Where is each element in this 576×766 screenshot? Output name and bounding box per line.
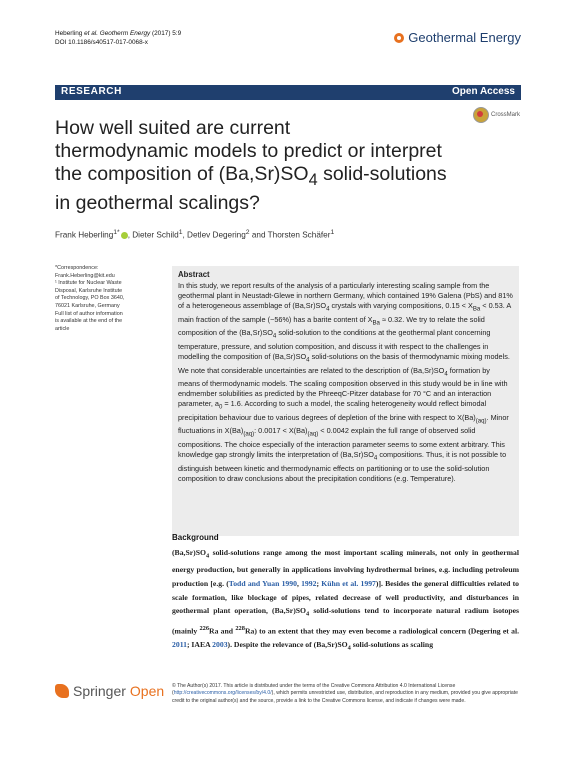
citation-link[interactable]: 1992 xyxy=(301,578,317,588)
citation-link[interactable]: Kühn et al. 1997 xyxy=(321,578,376,588)
author-list xyxy=(55,229,334,240)
affiliation-sup: 1 xyxy=(330,229,335,236)
publisher-name: Springer xyxy=(73,683,126,699)
citation-link[interactable]: 2011 xyxy=(172,639,187,649)
gear-logo-icon xyxy=(394,33,404,43)
journal-name: Geothermal Energy xyxy=(408,30,521,45)
title-line: the composition of (Ba,Sr)SO xyxy=(55,163,309,185)
citation-journal: et al. Geotherm Energy xyxy=(84,30,151,37)
crossmark-icon xyxy=(473,107,489,123)
sidebar-line: 76021 Karlsruhe, Germany xyxy=(55,302,120,309)
citation-link[interactable]: Todd and Yuan 1990 xyxy=(228,578,297,588)
citation-block xyxy=(55,29,181,47)
article-title xyxy=(55,117,465,215)
open-access-label: Open Access xyxy=(452,86,515,97)
author-name[interactable]: Frank Heberling xyxy=(55,230,114,240)
sidebar-line: article xyxy=(55,325,70,332)
doi: DOI 10.1186/s40517-017-0068-x xyxy=(55,39,148,46)
springer-open-logo[interactable] xyxy=(55,683,164,699)
title-line: How well suited are current xyxy=(55,117,291,139)
journal-logo[interactable] xyxy=(394,30,521,45)
crossmark-label: CrossMark xyxy=(491,112,521,118)
citation-year: (2017) 5:9 xyxy=(150,30,182,37)
affiliation-sup: 2 xyxy=(245,229,250,236)
background-heading: Background xyxy=(172,533,219,542)
section-bar xyxy=(55,85,521,100)
sidebar-line: is available at the end of the xyxy=(55,318,123,325)
orcid-icon[interactable] xyxy=(121,232,128,239)
author-name[interactable]: , Detlev Degering xyxy=(182,230,246,240)
sidebar-line: Full list of author information xyxy=(55,310,123,317)
author-name[interactable]: , Dieter Schild xyxy=(127,230,179,240)
springer-horse-icon xyxy=(55,684,69,698)
correspondence-email[interactable]: Frank.Heberling@kit.edu xyxy=(55,272,115,279)
abstract-text: In this study, we report results of the analysis of a particularly interesting scaling sample from the geothermal plant in Neustadt-Glewe in northern Germany, which contained 19% Galena (PbS) and 81% of a heterogeneous assemblage of $(Ba,Sr)SO_4$ crystals with varying compositions, $0.15 < X_{Ba} < 0.53$. A main fraction of the sample (~56%) has a barite content of $X_{Ba} \approx 0.32$. We try to relate the solid composition of the $(Ba,Sr)SO_4$ solid-solution to the conditions at the geothermal plant concerning temperature, pressure, and solution composition, and discuss it with respect to the challenges in modelling the composition of $(Ba,Sr)SO_4$ solid-solutions on the basis of thermodynamic mixing models. We note that considerable uncertainties are related to the description of $(Ba,Sr)SO_4$ formation by means of thermodynamic models. The scaling composition observed in this study would be in line with endmember solubilities as predicted by the PhreeqC-Pitzer database for 70 °C and an interaction parameter, $a_0 = 1.6$. According to such a model, the scaling heterogeneity would reflect bimodal precipitation behaviour due to various degrees of depletion of the brine with respect to $X(Ba)_{(aq)}$. Minor fluctuations in $X(Ba)_{(aq)}$: $0.0017 < X(Ba)_{(aq)} < 0.0042$ explain the full range of observed solid compositions. The choice especially of the interaction parameter seems to some extent arbitrary. This knowledge gap strongly limits the interpretation of $(Ba,Sr)SO_4$ compositions. Thus, it is not possible to distinguish between kinetic and thermodynamic effects on partitioning or to use the solid-solution composition to draw conclusions about the precipitation conditions (e.g. Temperature). xyxy=(178,281,513,483)
license-link[interactable]: http://creativecommons.org/licenses/by/4.0/ xyxy=(173,690,272,697)
abstract-heading: Abstract xyxy=(178,270,210,279)
title-subscript: 4 xyxy=(308,170,318,189)
title-line: solid-solutions xyxy=(317,163,447,185)
title-line: in geothermal scalings? xyxy=(55,191,260,214)
sidebar-line: ¹ Institute for Nuclear Waste xyxy=(55,280,122,287)
citation-link[interactable]: 2003 xyxy=(212,639,228,649)
citation-authors: Heberling xyxy=(55,30,85,37)
correspondence-sidebar xyxy=(55,265,150,333)
sidebar-line: of Technology, PO Box 3640, xyxy=(55,295,125,302)
affiliation-sup: 1* xyxy=(113,229,120,236)
author-name[interactable]: and Thorsten Schäfer xyxy=(249,230,331,240)
affiliation-sup: 1 xyxy=(178,229,183,236)
crossmark-button[interactable] xyxy=(473,107,520,123)
abstract-box xyxy=(172,266,519,536)
sidebar-line: Disposal, Karlsruhe Institute xyxy=(55,287,123,294)
section-label: RESEARCH xyxy=(61,86,122,97)
license-text: © The Author(s) 2017. This article is distributed under the terms of the Creative Commons Attribution 4.0 International License (http://creativecommons.org/licenses/by/4.0/), which permits unrestricted use, distribution, and reproduction in any medium, provided you give appropriate credit to the original author(s) and the source, provide a link to the Creative Commons license, and indicate if changes were made. xyxy=(172,683,518,704)
publisher-open: Open xyxy=(129,683,165,699)
background-paragraph: $(Ba,Sr)SO_4$ solid-solutions range among the most important scaling minerals, not only in geothermal energy production, but generally in applications involving hydrothermal brines, e.g. including petroleum production [e.g. (Todd and Yuan 1990, 1992; Kühn et al. 1997)]. Besides the general difficulties related to scale formation, like blockage of pipes, related decrease of well productivity, and disturbances in geothermal plant operation, $(Ba,Sr)SO_4$ solid-solutions tend to incorporate natural radium isotopes (mainly $^{226}$Ra and $^{228}$Ra) to an extent that they may even become a radiological concern (Degering et al. 2011; IAEA 2003). Despite the relevance of $(Ba,Sr)SO_4$ solid-solutions as scaling xyxy=(172,548,520,652)
sidebar-line: *Correspondence: xyxy=(55,265,99,271)
title-line: thermodynamic models to predict or interpret xyxy=(55,140,442,162)
